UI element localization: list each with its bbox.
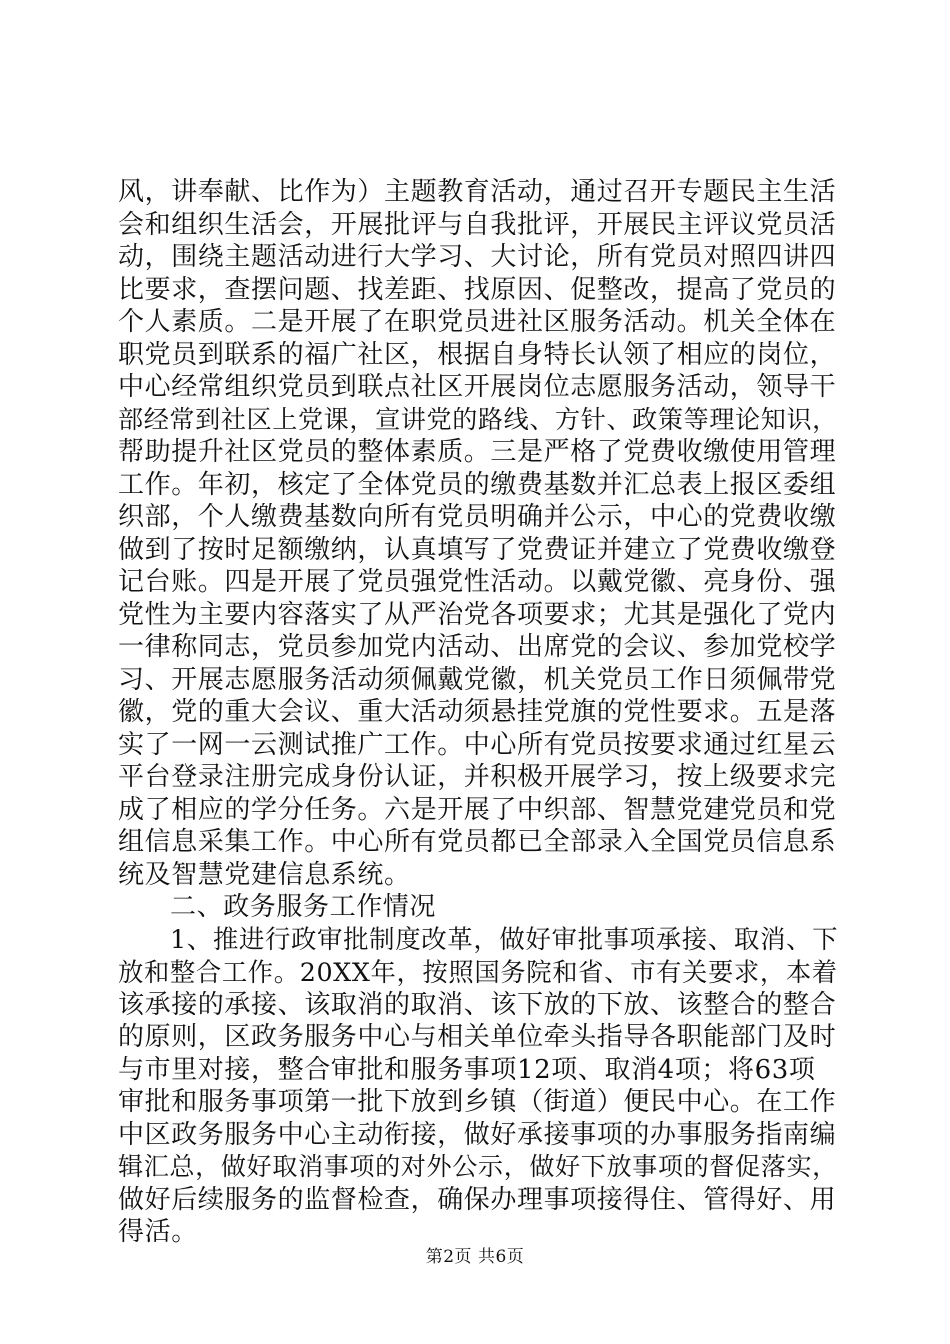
text-line: 动，围绕主题活动进行大学习、大讨论，所有党员对照四讲四	[118, 242, 837, 272]
text-line: 的原则，区政务服务中心与相关单位牵头指导各职能部门及时	[118, 1022, 837, 1052]
text-line: 与市里对接，整合审批和服务事项12项、取消4项；将63项	[118, 1054, 816, 1085]
page-footer: 第2页 共6页	[425, 1247, 525, 1267]
text-line: 记台账。四是开展了党员强党性活动。以戴党徽、亮身份、强	[118, 567, 837, 597]
text-line: 风，讲奉献、比作为）主题教育活动，通过召开专题民主生活	[118, 177, 837, 207]
text-line: 帮助提升社区党员的整体素质。三是严格了党费收缴使用管理	[118, 437, 837, 467]
text-line: 平台登录注册完成身份认证，并积极开展学习，按上级要求完	[118, 762, 837, 792]
text-line: 习、开展志愿服务活动须佩戴党徽，机关党员工作日须佩带党	[118, 664, 837, 695]
text-line: 统及智慧党建信息系统。	[118, 859, 411, 890]
text-line: 组信息采集工作。中心所有党员都已全部录入全国党员信息系	[118, 827, 837, 857]
text-line: 辑汇总，做好取消事项的对外公示，做好下放事项的督促落实，	[118, 1152, 838, 1181]
text-line: 比要求，查摆问题、找差距、找原因、促整改，提高了党员的	[118, 274, 837, 305]
text-line: 做到了按时足额缴纳，认真填写了党费证并建立了党费收缴登	[118, 534, 837, 565]
text-line: 工作。年初，核定了全体党员的缴费基数并汇总表上报区委组	[118, 469, 837, 500]
text-line: 成了相应的学分任务。六是开展了中织部、智慧党建党员和党	[118, 794, 837, 825]
text-line: 党性为主要内容落实了从严治党各项要求；尤其是强化了党内	[118, 599, 837, 630]
text-line: 徽，党的重大会议、重大活动须悬挂党旗的党性要求。五是落	[118, 697, 837, 727]
text-line: 得活。	[118, 1217, 198, 1247]
text-line: 个人素质。二是开展了在职党员进社区服务活动。机关全体在	[118, 307, 837, 337]
text-line: 该承接的承接、该取消的取消、该下放的下放、该整合的整合	[118, 989, 837, 1020]
text-line: 部经常到社区上党课，宣讲党的路线、方针、政策等理论知识，	[118, 404, 838, 434]
body-text	[118, 176, 838, 1249]
text-line: 放和整合工作。20XX年，按照国务院和省、市有关要求，本着	[118, 957, 838, 987]
text-line: 职党员到联系的福广社区，根据自身特长认领了相应的岗位，	[118, 339, 837, 370]
text-line: 做好后续服务的监督检查，确保办理事项接得住、管得好、用	[118, 1184, 837, 1215]
text-line: 1、推进行政审批制度改革，做好审批事项承接、取消、下	[170, 924, 839, 955]
text-line: 织部，个人缴费基数向所有党员明确并公示，中心的党费收缴	[118, 502, 837, 532]
text-line: 一律称同志，党员参加党内活动、出席党的会议、参加党校学	[118, 632, 837, 662]
text-line: 审批和服务事项第一批下放到乡镇（街道）便民中心。在工作	[118, 1087, 837, 1117]
text-line: 中心经常组织党员到联点社区开展岗位志愿服务活动，领导干	[118, 372, 837, 402]
section-heading: 二、政务服务工作情况	[170, 892, 437, 922]
text-line: 中区政务服务中心主动衔接，做好承接事项的办事服务指南编	[118, 1119, 837, 1150]
text-line: 会和组织生活会，开展批评与自我批评，开展民主评议党员活	[118, 209, 837, 240]
text-line: 实了一网一云测试推广工作。中心所有党员按要求通过红星云	[118, 729, 837, 760]
